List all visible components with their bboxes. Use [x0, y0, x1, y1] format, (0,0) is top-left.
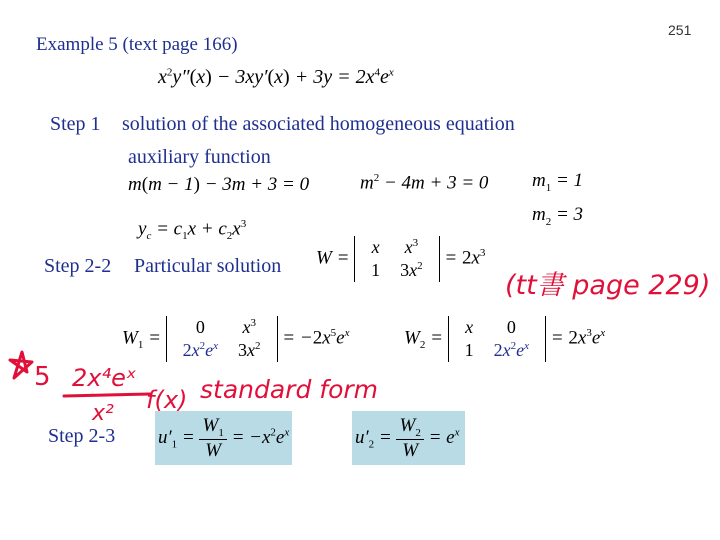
star-icon — [10, 352, 32, 378]
root-m1: $m_1 = 1$ — [532, 170, 584, 194]
handwritten-standard-form: standard form — [200, 375, 379, 404]
handwritten-five: 5 — [34, 362, 51, 392]
aux-equation-expanded: $m^2 - 4m + 3 = 0$ — [360, 172, 489, 194]
root-m2: $m_2 = 3$ — [532, 204, 584, 228]
handwritten-page-note: (tt書 page 229) — [505, 270, 711, 301]
yc-equation: $y_c = c_1x + c_2x^3$ — [138, 218, 247, 243]
step22-text: Particular solution — [134, 255, 282, 277]
wronskian-W2: $W_2$ = x 0 1 $2x^2e^x$ = $2x^3e^x$ — [404, 317, 606, 360]
step22-label: Step 2-2 — [44, 255, 112, 277]
u1-equation: $u'_1$ = $\frac{W_1}{W}$ = $-x^2e^x$ — [158, 415, 290, 461]
example-title: Example 5 (text page 166) — [36, 34, 238, 55]
handwritten-denominator: x² — [92, 401, 114, 426]
wronskian-W1: $W_1$ = 0 $x^3$ $2x^2e^x$ $3x^2$ = $-2x^5e^x$ — [122, 317, 350, 360]
aux-equation: m(m − 1) − 3m + 3 = 0 — [128, 174, 310, 195]
aux-label: auxiliary function — [128, 146, 271, 168]
slide-number: 251 — [668, 22, 692, 38]
handwritten-fraction-bar — [64, 394, 150, 396]
step1-label: Step 1 — [50, 113, 101, 135]
ode-equation: $x^2y''(x) - 3xy'(x) + 3y = 2x^4e^x$ — [158, 66, 394, 88]
wronskian-W: W = x $x^3$ 1 $3x^2$ = $2x^3$ — [316, 237, 486, 280]
u2-equation: $u'_2$ = $\frac{W_2}{W}$ = $e^x$ — [355, 415, 460, 461]
step1-text: solution of the associated homogeneous equation — [122, 113, 515, 135]
step23-label: Step 2-3 — [48, 425, 116, 447]
handwritten-numerator: 2x⁴eˣ — [72, 364, 137, 392]
handwritten-fx: f(x) — [146, 386, 188, 414]
